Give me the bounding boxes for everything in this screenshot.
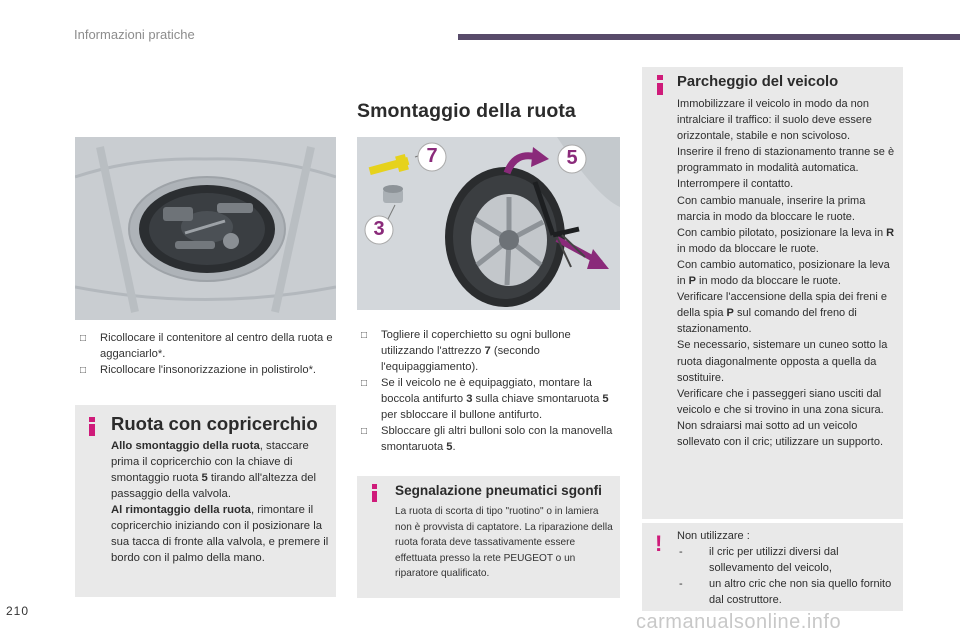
- list-item: □ Ricollocare il contenitore al centro della ruota e agganciarlo*.: [80, 332, 333, 360]
- checkbox-bullet-icon: □: [361, 426, 368, 437]
- checkbox-bullet-icon: □: [80, 365, 87, 376]
- box-title: Ruota con copricerchio: [111, 413, 318, 434]
- info-icon: [372, 491, 377, 502]
- middle-instructions: [359, 327, 614, 455]
- box-title: Segnalazione pneumatici sgonfi: [395, 483, 602, 498]
- info-box-hubcap: [75, 405, 336, 597]
- list-item: □ Se il veicolo ne è equipaggiato, montare la boccola antifurto 3 sulla chiave smontaruota 5 per sbloccare il bullone antifurto.: [361, 377, 609, 421]
- box-body: La ruota di scorta di tipo "ruotino" o in lamiera non è provvista di captatore. La riparazione della ruota forata deve tassativamente essere effettuata presso la rete PEUGEOT o un riparatore qualificato.: [395, 506, 613, 579]
- list-item: - un altro cric che non sia quello fornito dal costruttore.: [679, 578, 892, 606]
- list-item: - il cric per utilizzi diversi dal sollevamento del veicolo,: [679, 546, 839, 574]
- left-instructions: [78, 330, 336, 378]
- info-icon: [657, 83, 663, 95]
- box-title: Parcheggio del veicolo: [677, 74, 839, 90]
- box-body: Non utilizzare : - il cric per utilizzi diversi dal sollevamento del veicolo, - un altro cric che non sia quello fornito dal costruttore.: [677, 528, 899, 608]
- info-icon: [89, 424, 95, 436]
- figure-wheel-removal: [357, 137, 620, 310]
- checkbox-bullet-icon: □: [361, 378, 368, 389]
- box-body: Immobilizzare il veicolo in modo da non intralciare il traffico: il suolo deve essere orizzontale, stabile e non scivoloso. Inserire il freno di stazionamento tranne se è programmato in modalità automatica. Interrompere il contatto. Con cambio manuale, inserire la prima marcia in modo da bloccare le ruote. Con cambio pilotato, posizionare la leva in R in modo da bloccare le ruote. Con cambio automatico, posizionare la leva in P in modo da bloccare le ruote. Verificare l'accensione della spia dei freni e della spia P sul comando del freno di stazionamento. Se necessario, sistemare un cuneo sotto la ruota diagonalmente opposta a quella da sostituire. Verificare che i passeggeri siano usciti dal veicolo e che si trovino in una zona sicura. Non sdraiarsi mai sotto ad un veicolo sollevato con il cric; utilizzare un supporto.: [677, 98, 895, 448]
- header-bar: [458, 34, 960, 40]
- info-box-tyre-warning: [357, 476, 620, 598]
- warning-icon: !: [655, 531, 663, 556]
- info-box-parking: [642, 67, 903, 519]
- list-item: □ Togliere il coperchietto su ogni bullone utilizzando l'attrezzo 7 (secondo l'equipaggiamento).: [361, 329, 571, 373]
- list-item: □ Ricollocare l'insonorizzazione in polistirolo*.: [78, 362, 336, 378]
- watermark: carmanualsonline.info: [636, 611, 842, 633]
- callout-7: 7: [426, 145, 438, 167]
- box-body: Allo smontaggio della ruota, staccare prima il copricerchio con la chiave di smontaggio ruota 5 tirando all'altezza del passaggio della valvola. Al rimontaggio della ruota, rimontare il copricerchio iniziando con il posizionare la sua tacca di fronte alla valvola, e premere il bordo con il palmo della mano.: [111, 440, 329, 564]
- checkbox-bullet-icon: □: [80, 333, 87, 344]
- page-title: Smontaggio della ruota: [357, 100, 576, 122]
- checkbox-bullet-icon: □: [361, 330, 368, 341]
- running-header: Informazioni pratiche: [74, 27, 195, 42]
- callout-5: 5: [566, 147, 578, 169]
- warning-box-jack: [642, 523, 903, 611]
- list-item: □ Sbloccare gli altri bulloni solo con la manovella smontaruota 5.: [361, 425, 613, 453]
- figure-spare-wheel-well: [75, 137, 336, 320]
- page-number: 210: [6, 604, 30, 618]
- callout-3: 3: [373, 218, 385, 240]
